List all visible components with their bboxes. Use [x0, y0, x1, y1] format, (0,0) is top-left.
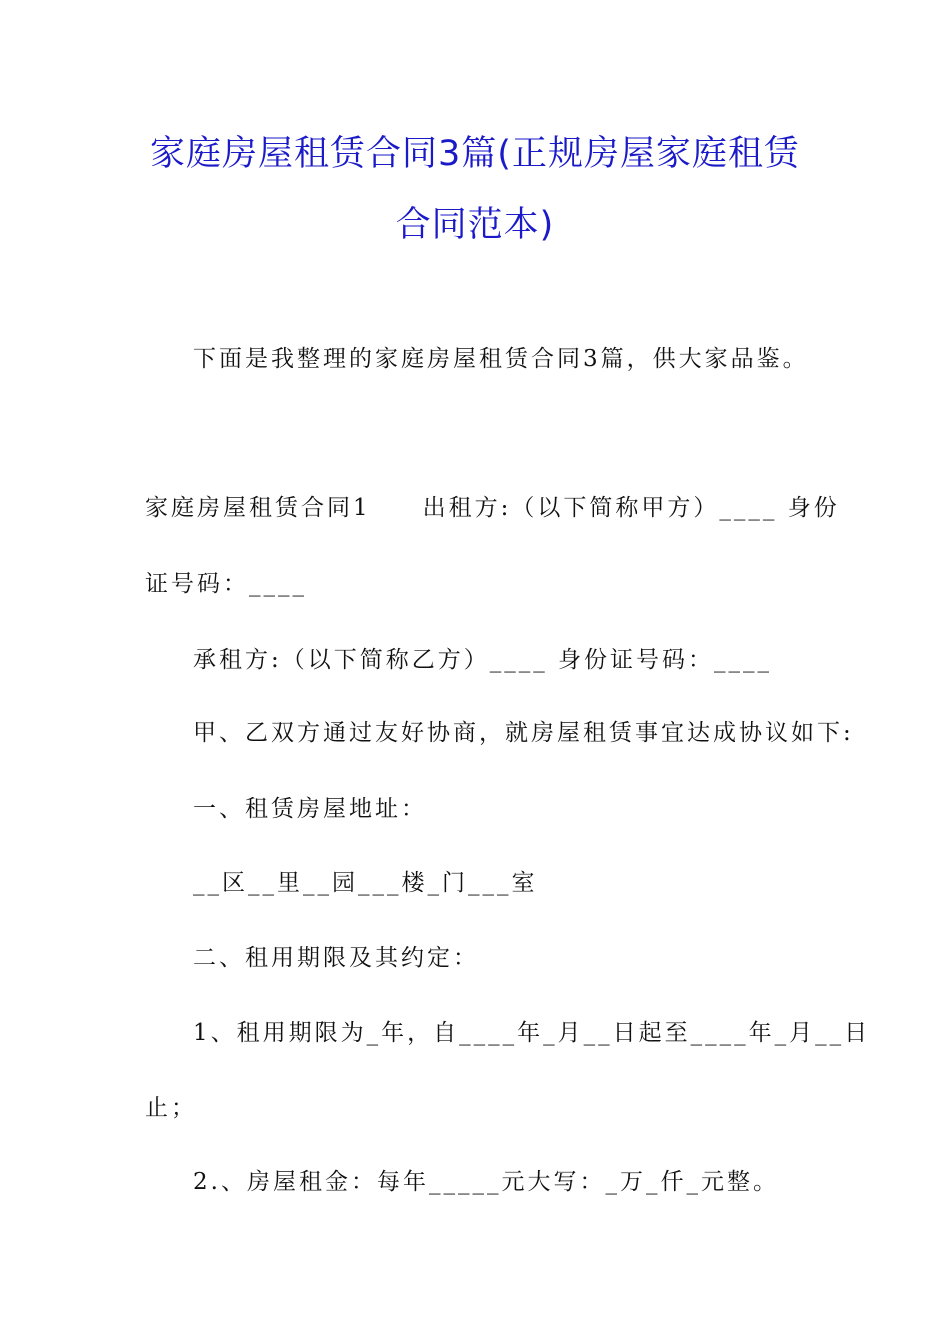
lease-term-line-end: 止； — [145, 1095, 197, 1121]
contract-heading-lessor-line: 家庭房屋租赁合同1 出租方:（以下简称甲方）____ 身份 — [145, 495, 840, 521]
document-title-line-2: 合同范本) — [395, 205, 555, 245]
address-line: __区__里__园___楼_门___室 — [193, 870, 538, 896]
rent-line: 2.、房屋租金：每年_____元大写：_万_仟_元整。 — [193, 1169, 779, 1195]
lessor-id-line: 证号码：____ — [145, 571, 307, 597]
document-title-line-1: 家庭房屋租赁合同3篇(正规房屋家庭租赁 — [150, 134, 800, 174]
lease-term-line: 1、租用期限为_年，自____年_月__日起至____年_月__日 — [193, 1020, 871, 1046]
agreement-intro-line: 甲、乙双方通过友好协商，就房屋租赁事宜达成协议如下: — [193, 720, 854, 746]
section-1-heading: 一、租赁房屋地址： — [193, 796, 427, 822]
intro-paragraph: 下面是我整理的家庭房屋租赁合同3篇，供大家品鉴。 — [193, 346, 809, 372]
lessee-line: 承租方:（以下简称乙方）____ 身份证号码：____ — [193, 647, 773, 673]
section-2-heading: 二、租用期限及其约定： — [193, 945, 479, 971]
